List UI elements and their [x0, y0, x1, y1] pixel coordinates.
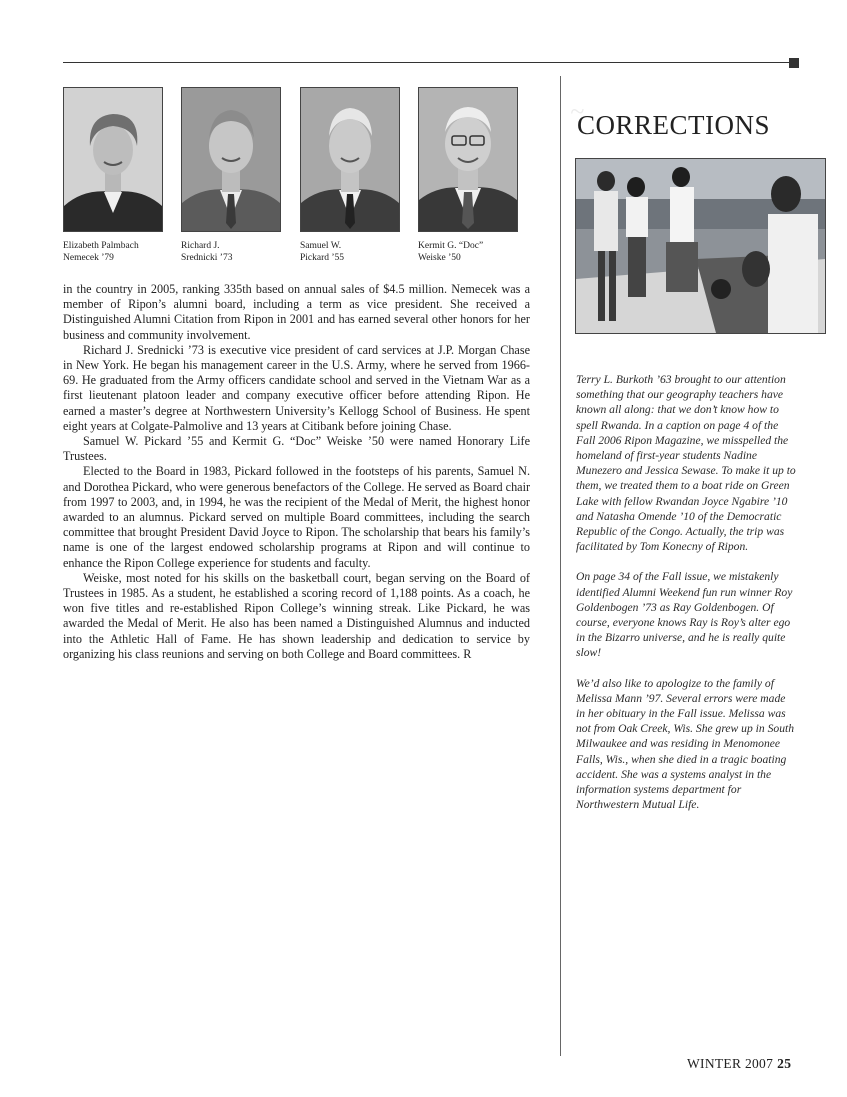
top-rule-square: [789, 58, 799, 68]
top-rule: [63, 62, 790, 63]
portrait-caption-nemecek: [63, 240, 139, 264]
article-paragraph: Richard J. Srednicki ’73 is executive vice president of card services at J.P. Morgan Chase in New York. He began his management career in the U.S. Army, where he served from 1966-69. He graduated from the Army officers candidate school and served in the Vietnam War as a first lieutenant platoon leader and company executive officer before attending Ripon. He earned a master’s degree at Northwestern University’s Kellogg School of Business. He spent eight years at Colgate-Palmolive and 13 years at Citibank before joining Chase.: [63, 342, 530, 433]
article-paragraph: Elected to the Board in 1983, Pickard followed in the footsteps of his parents, Samuel N. and Dorothea Pickard, who were generous benefactors of the College. He served as Board chair from 1997 to 2003, and, in 1994, he was the recipient of the Medal of Merit, the highest honor awarded to an alumnus. Pickard served on multiple Board committees, including the search committee that brought President David Joyce to Ripon. The scholarship that bears his family’s name is one of the largest endowed scholarship programs at Ripon and will continue to enhance the Ripon College experience for students and faculty.: [63, 464, 531, 570]
caption-line: Kermit G. “Doc”: [418, 241, 484, 251]
decorative-watermark: ~: [570, 97, 586, 126]
article-paragraph: Samuel W. Pickard ’55 and Kermit G. “Doc” Weiske ’50 were named Honorary Life Trustees.: [63, 434, 530, 464]
portrait-photo-weiske: [418, 87, 518, 232]
portrait-caption-srednicki: [181, 240, 232, 264]
column-divider: [560, 76, 561, 1056]
caption-line: Nemecek ’79: [63, 253, 114, 263]
correction-paragraph: On page 34 of the Fall issue, we mistakenly identified Alumni Weekend fun run winner Roy Goldenbogen ’73 as Ray Goldenbogen. Of course, everyone knows Ray is Roy’s alter ego in the Bizarro universe, and he is really quite slow!: [576, 570, 793, 660]
sidebar-title: CORRECTIONS: [577, 110, 771, 140]
portrait-photo-srednicki: [181, 87, 281, 232]
caption-line: Elizabeth Palmbach: [63, 241, 139, 251]
article-paragraph: in the country in 2005, ranking 335th based on annual sales of $4.5 million. Nemecek was a member of Ripon’s alumni board, including a term as vice president. She received a Distinguished Alumni Citation from Ripon in 2001 and has earned several other honors for her business and community involvement.: [63, 282, 530, 342]
page-footer: [687, 1056, 791, 1072]
portrait-caption-weiske: [418, 240, 483, 264]
boat-photo: [575, 158, 826, 334]
correction-paragraph: Terry L. Burkoth ’63 brought to our attention something that our geography teachers have known all along: that we don’t know how to spell Rwanda. In a caption on page 4 of the Fall 2006 Ripon Magazine, we misspelled the homeland of first-year students Nadine Munezero and Jessica Sewase. To make it up to them, we treated them to a boat ride on Green Lake with fellow Rwandan Joyce Ngabire ’10 and Natasha Omende ’10 of the Democratic Republic of the Congo. Actually, the trip was facilitated by Tom Konecny of Ripon.: [576, 373, 796, 554]
portrait-photo-pickard: [300, 87, 400, 232]
issue-label: WINTER 2007: [687, 1056, 774, 1071]
caption-line: Samuel W.: [300, 241, 342, 251]
caption-line: Pickard ’55: [300, 253, 345, 263]
caption-line: Richard J.: [181, 241, 220, 251]
page-number: 25: [777, 1056, 792, 1071]
portrait-photo-nemecek: [63, 87, 163, 232]
caption-line: Weiske ’50: [418, 253, 461, 263]
correction-paragraph: We’d also like to apologize to the family of Melissa Mann ’97. Several errors were made in her obituary in the Fall issue. Melissa was not from Oak Creek, Wis. She grew up in South Milwaukee and was residing in Menomonee Falls, Wis., when she died in a tragic boating accident. She was a systems analyst in the information systems department for Northwestern Mutual Life.: [576, 676, 795, 812]
portrait-caption-pickard: [300, 240, 344, 264]
article-paragraph: Weiske, most noted for his skills on the basketball court, began serving on the Board of Trustees in 1985. As a student, he established a scoring record of 1,188 points. As a coach, he won five titles and re-established Ripon College’s winning streak. Like Pickard, he was awarded the Medal of Merit. He also has been named a Distinguished Alumnus and inducted into the Athletic Hall of Fame. He has shown leadership and dedication to service by organizing his class reunions and serving on both College and Board committees. R: [63, 570, 530, 661]
corrections-body: [576, 372, 796, 827]
caption-line: Srednicki ’73: [181, 253, 233, 263]
article-body: [63, 282, 530, 662]
